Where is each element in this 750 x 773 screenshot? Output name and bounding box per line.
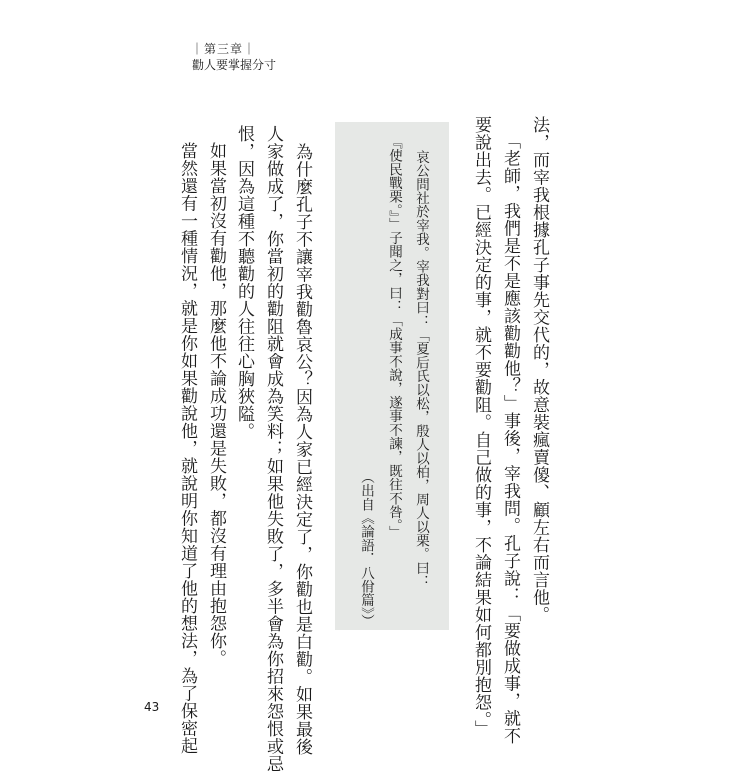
body-line-6: 恨，因為這種不聽勸的人往往心胸狹隘。 (234, 125, 254, 440)
body-line-5: 人家做成了，你當初的勸阻就會成為笑料；如果他失敗了，多半會為你招來怨恨或忌 (263, 125, 283, 773)
body-line-8: 當然還有一種情況，就是你如果勸說他，就說明你知道了他的想法，為了保密起 (177, 142, 197, 755)
chapter-label: ｜第三章｜ (191, 42, 257, 56)
page-number: 43 (144, 700, 160, 714)
body-line-4: 為什麼孔子不讓宰我勸魯哀公？因為人家已經決定了，你勸也是白勸。如果最後 (292, 143, 312, 756)
body-line-2: 「老師，我們是不是應該勸勸他？」事後，宰我問。孔子說：「要做成事，就不 (500, 132, 520, 745)
body-line-3: 要說出去。已經決定的事，就不要勸阻。自己做的事，不論結果如何都別抱怨。」 (471, 116, 491, 738)
quote-line-2: 『使民戰栗。』」子聞之，曰：「成事不說，遂事不諫，既往不咎。」 (386, 135, 402, 540)
body-line-1: 法，而宰我根據孔子事先交代的，故意裝瘋賣傻、顧左右而言他。 (529, 116, 549, 624)
quote-line-1: 哀公問社於宰我。宰我對曰：「夏后氏以松，殷人以柏，周人以栗。曰： (413, 150, 429, 589)
body-line-7: 如果當初沒有勸他，那麼他不論成功還是失敗，都沒有理由抱怨你。 (206, 142, 226, 667)
chapter-title: 勸人要掌握分寸 (192, 58, 277, 72)
quote-source: （出自《論語．八佾篇》） (358, 470, 374, 628)
